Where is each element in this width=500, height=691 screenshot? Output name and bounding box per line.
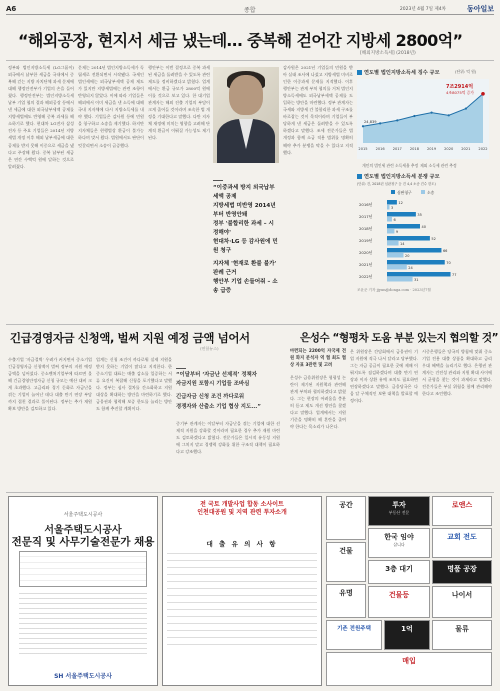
bar-value-label: 31: [414, 277, 419, 282]
classified-title: 기존 전원주택: [337, 626, 371, 632]
classified-ad[interactable]: [326, 652, 492, 686]
ad-mid-title: 대 출 유 의 사 항: [206, 540, 278, 548]
bar-mark: [387, 277, 413, 282]
bar-category-label: 2021년: [359, 262, 373, 267]
bar-chart-title: 연도별 법인지방소득세 분쟁 규모: [357, 173, 440, 180]
ad-footer: SH 서울주택도시공사: [54, 673, 112, 680]
bar-value-label: 9: [395, 229, 399, 234]
area-chart-title: 연도별 법인지방소득세 징수 규모: [357, 69, 440, 76]
bar-mark: [387, 229, 394, 234]
classified-title: 1억: [401, 625, 413, 633]
ad-rule: [6, 492, 494, 493]
pull-line: “이중과세 방지 외국납부세액 공제: [213, 185, 275, 200]
article2-source: (연합뉴스): [200, 346, 219, 351]
pull-line: 행안부 기업 손들어줘 – 소송 급증: [213, 279, 278, 294]
classified-title: 투자: [392, 501, 406, 509]
bar-mark: [387, 212, 416, 217]
area-x-tick: 2020: [444, 147, 454, 151]
area-x-tick: 2019: [426, 147, 437, 151]
chart-credit: 조윤준 기자 jjyun@donga.com · 2023년7월: [357, 288, 431, 292]
area-point: [465, 107, 467, 109]
article1-column-4: 감사원은 2021년 기업들의 민원을 받아 실태 조사에 나섰고 지방세법 미비로 인한 이중과세 문제를 지적했다. 이후 행안부는 관계 부처 협의를 거쳐 법인지방소득세에도 외국납부세액 공제를 도입하는 방안을 마련했다. 정부 관계자는 국세와 지방세 간 불합리한 과세 구조를 바로잡는 것이 목적이라며 기업들이 부당하게 낸 세금은 돌려받을 수 있도록 하겠다고 말했다. 조세 전문가들은 법 개정과 함께 소급 적용 범위를 명확히 해야 추가 분쟁을 막을 수 있다고 지적했다.: [283, 65, 353, 155]
article2-pull-quote: [176, 368, 280, 412]
area-point: [413, 115, 415, 117]
bar-value-label: 70: [446, 260, 451, 265]
area-x-tick: 2017: [392, 147, 402, 151]
bar-category-label: 2017년: [359, 214, 373, 219]
pull2-line: “이달부터 ‘자금난 선제적’ 정책자: [176, 372, 257, 378]
pull-quote-bar: [213, 180, 223, 181]
article1-pull-quote: [213, 180, 279, 296]
bar-mark: [387, 272, 451, 277]
classified-ad[interactable]: [326, 496, 366, 540]
area-x-tick: 2022: [478, 147, 488, 151]
bar-mark: [387, 205, 389, 210]
bar-category-label: 2022년: [359, 274, 373, 279]
bar-value-label: 3: [390, 205, 394, 210]
area-chart-unit: (단위: 억 원): [455, 69, 477, 74]
bar-value-label: 40: [421, 224, 426, 229]
bar-legend-label: 소송: [427, 190, 435, 195]
classified-ad[interactable]: [368, 586, 430, 618]
bar-value-label: 20: [405, 253, 410, 258]
ad-small-title: 서울주택도시공사: [63, 512, 103, 518]
classified-ad[interactable]: [432, 620, 492, 650]
bar-value-label: 52: [431, 236, 436, 241]
newspaper-logo: 동아일보: [466, 5, 494, 13]
article3-column-3: 시중은행들은 당국의 방침에 맞춰 중소기업 전용 대출 상품을 확대하고 금리 우대 혜택을 늘리기로 했다. 은행권 관계자는 건전성 관리와 지원 확대 사이에서 균형을 찾는 것이 과제라고 말했다. 전문가들은 부실 위험을 함께 관리해야 한다고 조언했다.: [422, 349, 492, 397]
area-point: [379, 122, 381, 124]
article3-column-1: 은성수 금융위원장은 형평성 논란이 제기된 지원책과 관련해 관계 부처와 협의하겠다고 밝혔다. 그는 현장의 어려움을 충분히 듣고 제도 개선 방안을 찾겠다고 말했다. 업계에서는 지원 기준을 명확히 해 혼란을 줄여야 한다는 목소리가 나온다.: [290, 375, 346, 430]
bar-value-label: 24: [408, 265, 413, 270]
main-headline: “해외공장, 현지서 세금 냈는데… 중복해 걷어간 지방세 2800억”: [18, 31, 463, 50]
classified-ad[interactable]: [326, 542, 366, 582]
area-fill: [363, 94, 483, 143]
classified-title: 한국 임야: [384, 533, 414, 541]
classified-ad[interactable]: [326, 584, 366, 618]
classified-title: 공간: [339, 501, 353, 509]
page-header: [6, 3, 494, 15]
area-x-tick: 2015: [358, 147, 368, 151]
ad-red-headline: [167, 501, 317, 517]
pull2-line: 긴급자금 신청 조건 까다로워: [176, 394, 245, 401]
article1-column-1: 정부와 법인지방소득세 (LG그룹이) 외국에서 납부한 세금을 국내에서 중복해 걷는 지방 자치단체 과세 문제에 대해 행정안전부가 기업의 손을 들어줬다. 행정안전부는 법인지방소득세 납부 기업 협의 결과 해외공장 등에서 낸 세금에 대한 외국납부세액 공제를 지방세법에도 반영해 중복 과세를 해소하기로 했다. 현대차 LG전자 삼성전자 등 주요 기업들은 2014년 지방세법 개정 이후 해외 납부세금에 대한 공제를 받지 못해 이중으로 세금을 냈다고 주장해 왔다. 중복 납부된 세금은 연간 수백억 원에 달하는 것으로 알려졌다.: [8, 65, 74, 169]
pull-line: 정부 '불합리한 과세 – 시정해야': [213, 221, 274, 236]
bar-mark: [387, 217, 392, 222]
article1-column-2: 문제는 2014년 법인지방소득세가 독립세로 전환되면서 시작됐다. 국세인 법인세에는 외국납부세액 공제 제도가 있지만 지방세법에는 관련 조항이 반영되지 않았다. 이에 따라 기업들은 해외에서 이미 세금을 낸 소득에 대해 국내 지자체에 다시 지방소득세를 내야 했다. 기업들은 감사원 등에 민원을 청구하고 소송을 제기했다. 하지만 지자체들은 현행법상 환급이 불가능하다며 맞서 왔다. 법원에서도 판단이 엇갈리면서 소송이 급증했다.: [78, 65, 144, 148]
headline-rule: [6, 60, 494, 61]
pull2-line: 자금지원 포함시 기업들 조바심: [176, 381, 250, 388]
ad-recruitment[interactable]: [8, 496, 158, 686]
area-point: [481, 92, 485, 96]
area-x-tick: 2016: [375, 147, 385, 151]
area-point: [430, 112, 432, 114]
classified-title: 로앤스: [451, 501, 473, 509]
classified-title: 매입: [402, 657, 416, 665]
article3-headline: 은성수 “형평차 도움 부분 있는지 협의할 것”: [300, 332, 499, 344]
bar-category-label: 2020년: [359, 250, 373, 255]
ad-org: 서울주택도시공사: [44, 525, 122, 536]
area-x-tick: 2021: [461, 147, 471, 151]
classified-ad[interactable]: [384, 620, 430, 650]
area-point: [362, 125, 364, 127]
bar-mark: [387, 248, 441, 253]
bar-mark: [387, 200, 397, 205]
bar-legend-swatch: [391, 190, 395, 194]
bar-chart-unit: (단위: 건, 2018년 심판청구 등 건 4,4 소송 건수 한도): [357, 182, 436, 186]
classified-ad[interactable]: [432, 496, 492, 526]
section-label: 종합: [244, 7, 256, 14]
bar-mark: [387, 236, 430, 241]
bar-legend-swatch: [421, 190, 425, 194]
issue-date: 2023년 4월 7일 제4차: [399, 7, 446, 12]
area-peak-label: 7조2914억: [446, 84, 474, 90]
bar-mark: [387, 241, 399, 246]
area-point: [448, 114, 450, 116]
photo-face: [229, 75, 263, 115]
pull2-line: 경쟁자와 산출소 기업 협상 지도...”: [176, 403, 261, 410]
article3-lede: 마련되는 2200억 자국제 전 원 화지 분석자 역 협 최도 협상 자표 3관련 및 고려: [290, 349, 346, 368]
classified-ad[interactable]: [368, 528, 430, 558]
area-footnote: 개인의 법인세 관련 소득세율 추정: [362, 163, 419, 168]
pull-line: 현대차·LG 등 감사원에 민원 청구: [213, 239, 278, 254]
classified-title: 건물등: [388, 591, 410, 599]
classified-ad[interactable]: [432, 586, 492, 618]
area-data-label: 24,839: [364, 120, 377, 125]
article2-column-2: 업계는 신청 조건이 까다로워 실제 지원을 받지 못하는 기업이 많다고 지적한다. 한 중소기업 대표는 매출 감소를 입증하는 서류 요건이 복잡해 신청을 포기했다고 말했다. 정부는 심사 절차를 간소화하고 지원 대상을 확대하는 방안을 마련하기로 했다. 금융권과 협력해 보증 한도를 늘리는 방안도 함께 추진할 계획이다.: [96, 357, 172, 412]
reporter-photo: [213, 67, 279, 163]
classified-title: 명품 공장: [447, 565, 477, 573]
pull-quote-bar: [176, 368, 186, 369]
bar-mark: [387, 253, 404, 258]
area-footnote: 제외 소득세 관련 추정: [420, 163, 457, 168]
classified-ad[interactable]: [432, 560, 492, 584]
pull-line: 지방세법 미반영 2014년부터 반영안돼: [213, 203, 276, 218]
classified-ad[interactable]: [368, 560, 430, 584]
ad-notice[interactable]: [162, 496, 322, 686]
ad-body-lines: [19, 592, 147, 658]
ad-table: [19, 551, 147, 587]
bar-value-label: 35: [417, 212, 422, 217]
classified-title: 3층 대기: [385, 565, 413, 573]
classified-ad[interactable]: [432, 528, 492, 558]
section-rule: [6, 324, 494, 325]
bar-category-label: 2019년: [359, 238, 373, 243]
article2-headline: 긴급경영자금 신청액, 벌써 지원 예정 금액 넘어서: [10, 331, 250, 345]
bar-value-label: 66: [442, 248, 448, 253]
ad-red-line: 전 국토 개발사업 합동 소사이트: [200, 501, 284, 508]
pull-line: 지자체 '현재로 환불 불가' 판례 근거: [213, 261, 277, 276]
ad-main-title: 전문직 및 사무기술전문가 채용: [11, 536, 155, 548]
classified-sub: 부동산 전문: [388, 510, 410, 515]
bar-mark: [387, 224, 420, 229]
ad-red-line: 인천대공원 및 지역 관련 투자소개: [197, 509, 287, 516]
area-x-tick: 2018: [409, 147, 420, 151]
bar-value-label: 77: [452, 272, 457, 277]
bar-mark: [387, 260, 445, 265]
article1-column-3: 행안부는 이번 결정으로 중복 과세된 세금을 돌려받을 수 있도록 관련 제도를 정비하겠다고 밝혔다. 업계에서는 환급 규모가 2800억 원에 이를 것으로 보고 있다. 한 대기업 관계자는 해외 진출 기업의 부담이 크게 줄어들 것이라며 조속한 법 개정을 기대한다고 말했다. 다만 지자체 재정에 미치는 영향을 고려해 단계적 환급이 이뤄질 가능성도 제기된다.: [148, 65, 210, 141]
bar-value-label: 14: [400, 241, 405, 246]
area-peak-sub: 4조8075억 증가: [446, 90, 474, 95]
article3-column-2: 은 위원장은 간담회에서 금융권이 기업 지원에 적극 나서 달라고 당부했다. 그는 자금 공급이 필요한 곳에 제때 이뤄지도록 점검하겠다며 대출 만기 연장과 이자 상환 유예 조치도 필요하면 연장하겠다고 말했다. 금융당국은 다음 달 구체적인 보완 대책을 발표할 예정이다.: [350, 349, 418, 404]
classified-title: 유명: [339, 589, 353, 597]
ad-notice-grid: [167, 551, 317, 651]
classified-title: 건물: [339, 547, 353, 555]
classified-ad[interactable]: [326, 620, 382, 650]
classified-title: 물류: [455, 625, 469, 633]
article2-column-1: 수출기업 ‘자금절벽’ 우려가 커지면서 중소기업 긴급경영자금 신청액이 벌써 정부의 지원 예정 금액을 넘어섰다. 중소벤처기업부에 따르면 올해 긴급경영안정자금 신청 규모는 예산 대비 크게 초과했다. 고금리와 경기 둔화로 자금난을 겪는 기업이 늘어난 데다 대출 만기 연장 부담까지 겹친 결과로 풀이된다. 정부는 추가 재원 확보 방안을 검토하고 있다.: [8, 357, 92, 412]
bar-value-label: 6: [393, 217, 396, 222]
article2-column-3: 중기부 관계자는 이달부터 자금난을 겪는 기업에 대한 선제적 지원을 강화할 것이라며 필요한 경우 추가 재원 마련도 검토하겠다고 밝혔다. 전문가들은 일시적 유동성 지원에 그치지 말고 경쟁력 강화를 위한 구조적 대책이 필요하다고 강조했다.: [176, 421, 280, 455]
bar-chart: [357, 188, 489, 296]
bar-category-label: 2016년: [359, 202, 373, 207]
main-subhead: [해외지방소득세] (2018년): [360, 51, 416, 56]
bar-legend-label: 심판청구: [397, 190, 412, 195]
page-number: A6: [6, 5, 17, 13]
bar-mark: [387, 265, 407, 270]
classified-title: 교회 전도: [447, 533, 477, 541]
classified-sub: 삽니다: [393, 542, 405, 547]
classified-title: 나이서: [451, 591, 473, 599]
classified-ad[interactable]: [368, 496, 430, 526]
bar-category-label: 2018년: [359, 226, 373, 231]
bar-value-label: 12: [398, 200, 403, 205]
area-point: [396, 119, 398, 121]
